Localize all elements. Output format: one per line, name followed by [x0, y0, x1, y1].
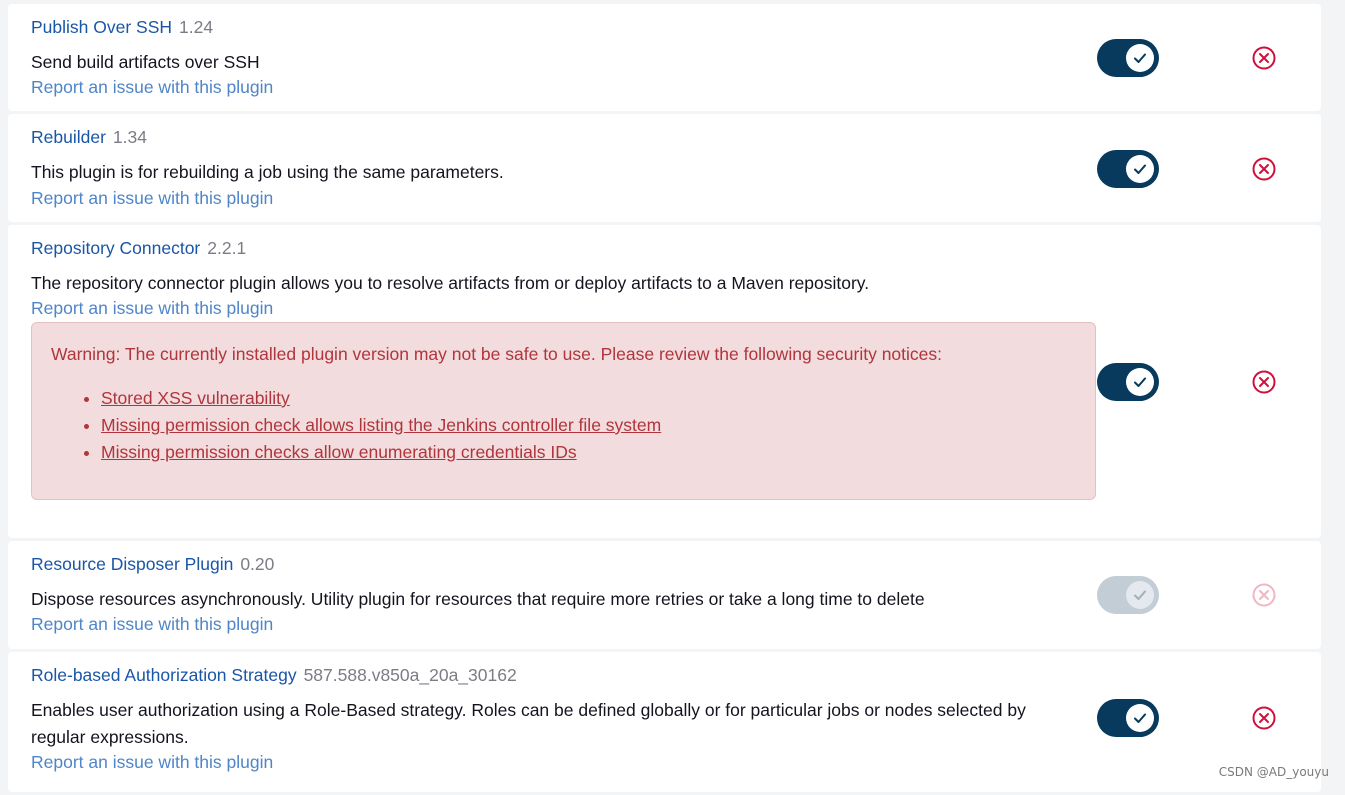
plugin-name-link[interactable]: Resource Disposer Plugin — [31, 554, 234, 574]
plugin-row — [8, 652, 1321, 792]
report-issue-link[interactable]: Report an issue with this plugin — [31, 77, 274, 97]
installed-plugins-list — [8, 4, 1321, 795]
security-notice-item — [101, 439, 661, 466]
security-notice-link[interactable]: Stored XSS vulnerability — [101, 388, 290, 408]
report-issue-link[interactable]: Report an issue with this plugin — [31, 752, 274, 772]
plugin-name-link[interactable]: Rebuilder — [31, 127, 106, 147]
uninstall-plugin-icon[interactable] — [1251, 582, 1277, 608]
plugin-name-link[interactable]: Role-based Authorization Strategy — [31, 665, 297, 685]
plugin-row — [8, 4, 1321, 111]
plugin-name-link[interactable]: Repository Connector — [31, 238, 201, 258]
plugin-description: Enables user authorization using a Role-Based strategy. Roles can be defined globally or for particular jobs or nodes selected by regular expressions. — [31, 700, 1026, 747]
plugin-enable-toggle[interactable] — [1097, 699, 1159, 737]
plugin-description: Dispose resources asynchronously. Utility plugin for resources that require more retries or take a long time to delete — [31, 589, 925, 609]
security-warning-text: Warning: The currently installed plugin version may not be safe to use. Please review the following security notices: — [51, 344, 943, 364]
plugin-version: 1.34 — [112, 127, 147, 147]
security-warning-box — [31, 322, 1096, 500]
report-issue-link[interactable]: Report an issue with this plugin — [31, 614, 274, 634]
plugin-row — [8, 541, 1321, 649]
plugin-enable-toggle[interactable] — [1097, 150, 1159, 188]
plugin-description: Send build artifacts over SSH — [31, 52, 260, 72]
uninstall-plugin-icon[interactable] — [1251, 369, 1277, 395]
plugin-version: 2.2.1 — [207, 238, 247, 258]
plugin-enable-toggle[interactable] — [1097, 576, 1159, 614]
plugin-row — [8, 114, 1321, 222]
uninstall-plugin-icon[interactable] — [1251, 45, 1277, 71]
security-notice-link[interactable]: Missing permission check allows listing the Jenkins controller file system — [101, 415, 662, 435]
security-notice-item — [101, 385, 661, 412]
uninstall-plugin-icon[interactable] — [1251, 156, 1277, 182]
plugin-description: The repository connector plugin allows you to resolve artifacts from or deploy artifacts to a Maven repository. — [31, 273, 870, 293]
plugin-version: 587.588.v850a_20a_30162 — [303, 665, 517, 685]
plugin-name-link[interactable]: Publish Over SSH — [31, 17, 173, 37]
report-issue-link[interactable]: Report an issue with this plugin — [31, 188, 274, 208]
security-notice-item — [101, 412, 661, 439]
check-icon — [1133, 51, 1147, 65]
watermark: CSDN @AD_youyu — [1218, 765, 1329, 779]
uninstall-plugin-icon[interactable] — [1251, 705, 1277, 731]
check-icon — [1133, 588, 1147, 602]
check-icon — [1133, 375, 1147, 389]
security-notice-list — [51, 385, 661, 466]
report-issue-link[interactable]: Report an issue with this plugin — [31, 298, 274, 318]
plugin-version: 1.24 — [179, 17, 214, 37]
plugin-description: This plugin is for rebuilding a job using the same parameters. — [31, 162, 504, 182]
security-notice-link[interactable]: Missing permission checks allow enumerating credentials IDs — [101, 442, 577, 462]
plugin-enable-toggle[interactable] — [1097, 363, 1159, 401]
check-icon — [1133, 711, 1147, 725]
plugin-enable-toggle[interactable] — [1097, 39, 1159, 77]
plugin-row — [8, 225, 1321, 538]
check-icon — [1133, 162, 1147, 176]
plugin-version: 0.20 — [240, 554, 275, 574]
